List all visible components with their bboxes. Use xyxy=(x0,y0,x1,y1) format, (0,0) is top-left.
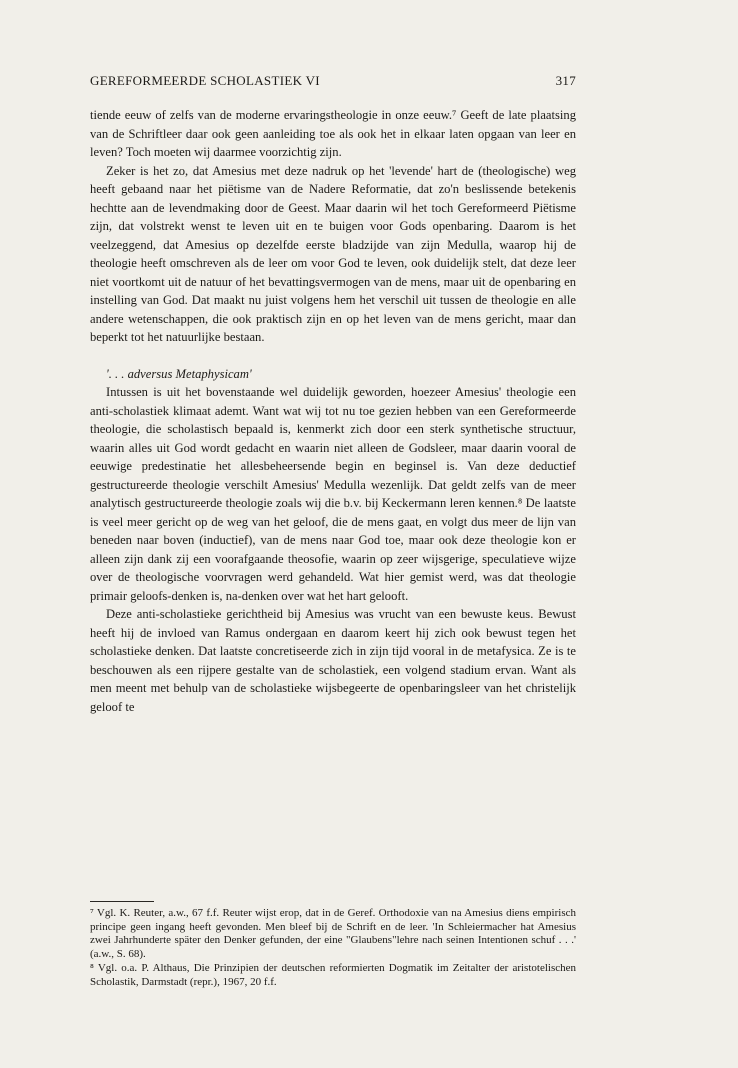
body-text xyxy=(90,106,576,716)
paragraph-1: tiende eeuw of zelfs van de moderne ervaringstheologie in onze eeuw.⁷ Geeft de late plaatsing van de Schriftleer daar ook geen aanleiding toe als ook het in elkaar laten opgaan van leer en leven? Toch moeten wij daarmee voorzichtig zijn. xyxy=(90,108,576,159)
footnote-8: ⁸ Vgl. o.a. P. Althaus, Die Prinzipien der deutschen reformierten Dogmatik im Zeitalter der aristotelischen Scholastik, Darmstadt (repr.), 1967, 20 f.f. xyxy=(90,962,576,988)
section-heading: '. . . adversus Metaphysicam' xyxy=(106,366,252,381)
paragraph-4: Deze anti-scholastieke gerichtheid bij Amesius was vrucht van een bewuste keus. Bewust heeft hij de invloed van Ramus ondergaan en daarom keert hij zich ook bewust tegen het scholastieke denken. Dat laatste concretiseerde zich in zijn tijd vooral in de metafysica. Ze is te beschouwen als een rijpere gestalte van de scholastiek, een volgend stadium ervan. Want als men meent met behulp van de scholastieke wijsbegeerte de openbaringsleer van het christelijk geloof te xyxy=(90,607,576,714)
running-header xyxy=(90,73,576,89)
footnotes xyxy=(90,907,576,990)
footnote-separator xyxy=(90,901,154,902)
page-number: 317 xyxy=(555,73,576,88)
paragraph-2: Zeker is het zo, dat Amesius met deze nadruk op het 'levende' hart de (theologische) weg heeft gebaand naar het piëtisme van de Nadere Reformatie, dat zo'n beslissende betekenis hechtte aan de levendmaking door de Geest. Maar daarin wil het toch Gereformeerd Piëtisme zijn, dat volstrekt wenst te leven uit en te buigen voor Gods openbaring. Daarom is het veelzeggend, dat Amesius op dezelfde eerste bladzijde van zijn Medulla, waarop hij de theologie heeft omschreven als de leer om voor God te leven, ook duidelijk stelt, dat deze leer niet voortkomt uit de natuur of het bevattingsvermogen van de mens, maar uit de openbaring en instelling van God. Dat maakt nu juist volgens hem het verschil uit tussen de theologie en alle andere wetenschappen, die ook praktisch zijn en op het leven van de mens gericht, maar dan beperkt tot het natuurlijke bestaan. xyxy=(90,163,576,344)
running-title: GEREFORMEERDE SCHOLASTIEK VI xyxy=(90,73,320,88)
footnote-7: ⁷ Vgl. K. Reuter, a.w., 67 f.f. Reuter wijst erop, dat in de Geref. Orthodoxie van na Amesius diens empirisch principe geen ingang heeft gevonden. Men bleef bij de Schrift en de leer. 'In Schleiermacher hat Amesius zwei Jahrhunderte später den Denker gefunden, der eine "Glaubens"lehre nach seinen Intentionen schuf . . .' (a.w., S. 68). xyxy=(90,907,576,960)
paragraph-3: Intussen is uit het bovenstaande wel duidelijk geworden, hoezeer Amesius' theologie een anti-scholastiek klimaat ademt. Want wat wij tot nu toe gezien hebben van een Gereformeerde theologie, die scholastisch bepaald is, kenmerkt zich door een sterk synthetische structuur, waarin alles uit God wordt gedacht en waarin niet alleen de Godsleer, maar daarin vooral de eeuwige predestinatie het allesbeheersende begin en beginsel is. Van deze deductief gestructureerde theologie verschilt Amesius' Medulla wezenlijk. Dat geldt zelfs van de meer analytisch gestructureerde theologie zoals wij die b.v. bij Keckermann leren kennen.⁸ De laatste is veel meer gericht op de weg van het geloof, die de mens gaat, en volgt dus meer de lijn van beneden naar boven (inductief), van de mens naar God toe, maar ook deze theologie kon er alleen zijn dank zij een voorafgaande theosofie, waarin op zeer wijsgerige, speculatieve wijze over de theologische voorvragen werd gehandeld. Wat hier gemist werd, was dat theologie primair geloofs-denken is, na-denken over wat het hart gelooft. xyxy=(90,385,576,603)
